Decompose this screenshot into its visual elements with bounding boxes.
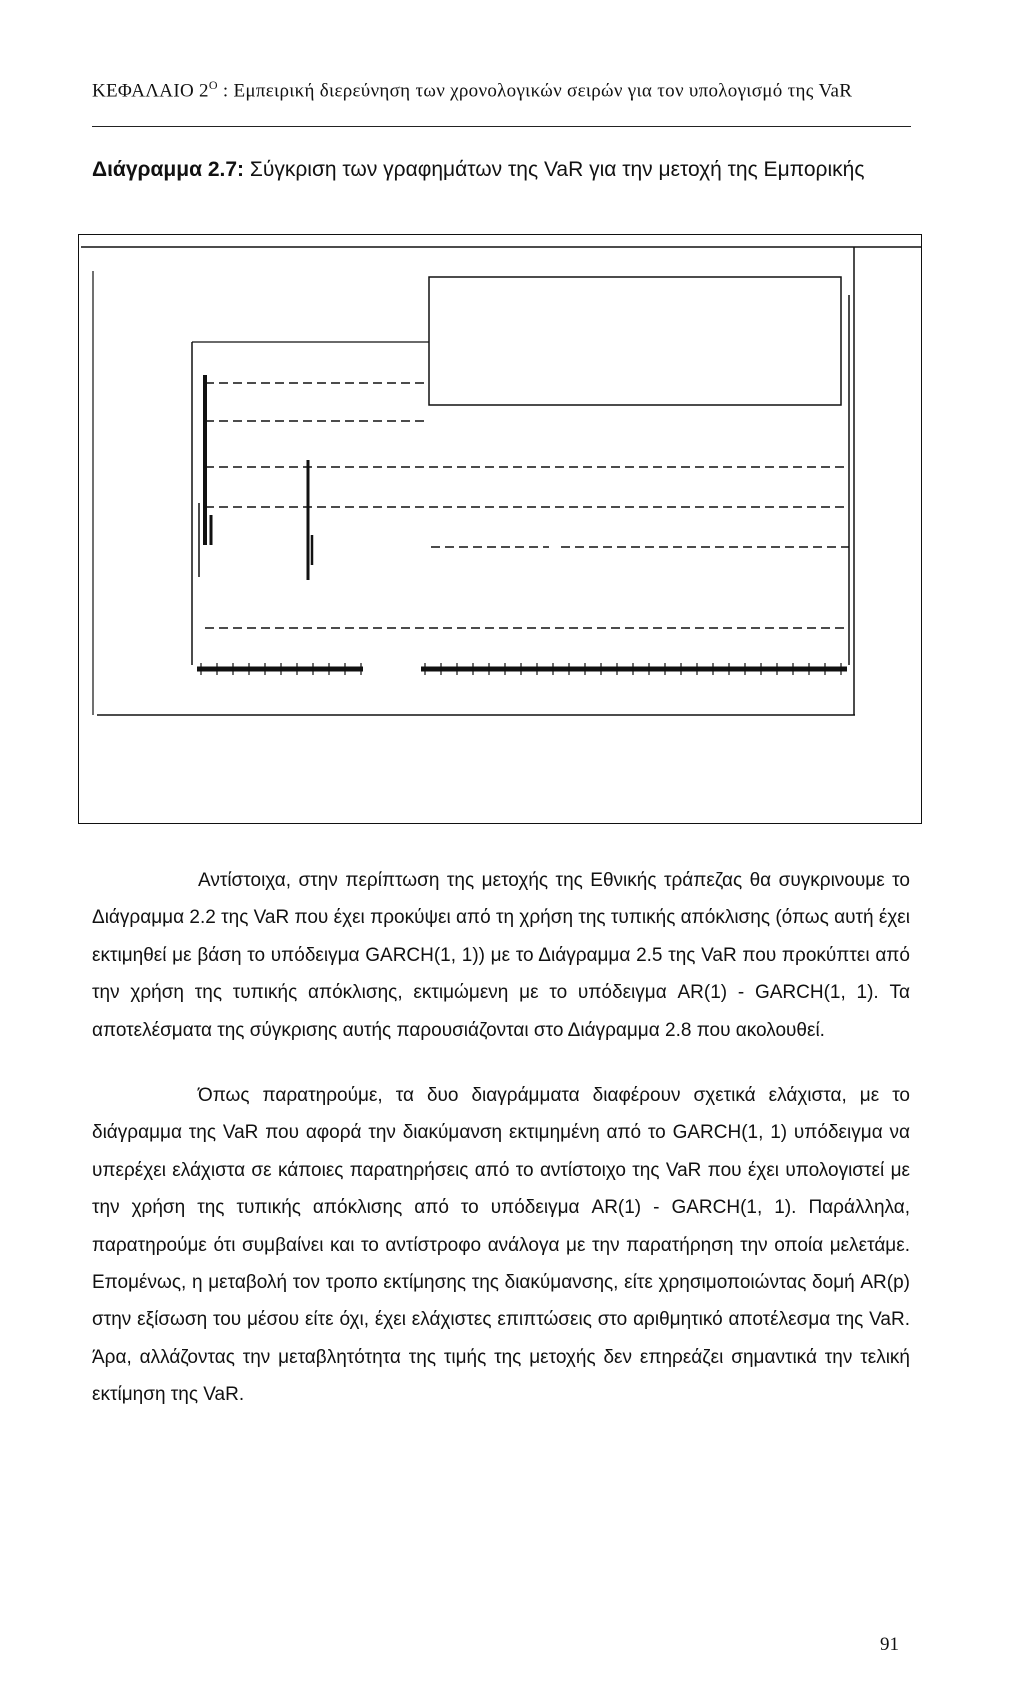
chart-graphic [79, 235, 921, 823]
chapter-superscript: Ο [208, 78, 218, 92]
figure-caption-text: Σύγκριση των γραφημάτων της VaR για την μετοχή της Εμπορικής [244, 158, 865, 181]
tick-marks [201, 663, 841, 675]
var-dashed-lines [205, 383, 849, 628]
header-rule [92, 126, 911, 127]
spikes [199, 375, 312, 580]
paragraph-2-text: Όπως παρατηρούμε, τα δυο διαγράμματα διαφέρουν σχετικά ελάχιστα, με το διάγραμμα της VaR που αφορά την διακύμανση εκτιμημένη από το GARCH(1, 1) υπόδειγμα να υπερέχει ελάχιστα σε κάποιες παρατηρήσεις από το αντίστοιχο της VaR που έχει υπολογιστεί με την χρήση της τυπικής απόκλισης από το υπόδειγμα AR(1) - GARCH(1, 1). Παράλληλα, παρατηρούμε ότι συμβαίνει και το αντίστροφο ανάλογα με την παρατήρηση την οποία μελετάμε. Επομένως, η μεταβολή τον τροπο εκτίμησης της διακύμανσης, είτε χρησιμοποιώντας δομή AR(p) στην εξίσωση του μέσου είτε όχι, έχει ελάχιστες επιπτώσεις στο αριθμητικό αποτέλεσμα της VaR. Άρα, αλλάζοντας την μεταβλητότητα της τιμής της μετοχής δεν επηρεάζει σημαντικά την τελική εκτίμηση της VaR. [92, 1085, 910, 1406]
legend-box [429, 277, 841, 405]
page-number: 91 [880, 1634, 899, 1655]
chapter-prefix: ΚΕΦΑΛΑΙΟ 2 [92, 80, 209, 102]
paragraph-2 [92, 1077, 910, 1414]
figure-label: Διάγραμμα 2.7: [92, 158, 245, 181]
running-header [92, 78, 924, 102]
paragraph-1-text: Αντίστοιχα, στην περίπτωση της μετοχής της Εθνικής τράπεζας θα συγκρινουμε το Διάγραμμα 2.2 της VaR που έχει προκύψει από τη χρήση της τυπικής απόκλισης (όπως αυτή έχει εκτιμηθεί με βάση το υπόδειγμα GARCH(1, 1)) με το Διάγραμμα 2.5 της VaR που προκύπτει από την χρήση της τυπικής απόκλισης, εκτιμώμενη με το υπόδειγμα AR(1) - GARCH(1, 1). Τα αποτελέσματα της σύγκρισης αυτής παρουσιάζονται στο Διάγραμμα 2.8 που ακολουθεί. [92, 870, 910, 1041]
chapter-title: : Εμπειρική διερεύνηση των χρονολογικών σειρών για τον υπολογισμό της VaR [217, 80, 853, 102]
paragraph-1 [92, 862, 910, 1049]
figure-chart [78, 234, 922, 824]
figure-caption [92, 158, 924, 182]
